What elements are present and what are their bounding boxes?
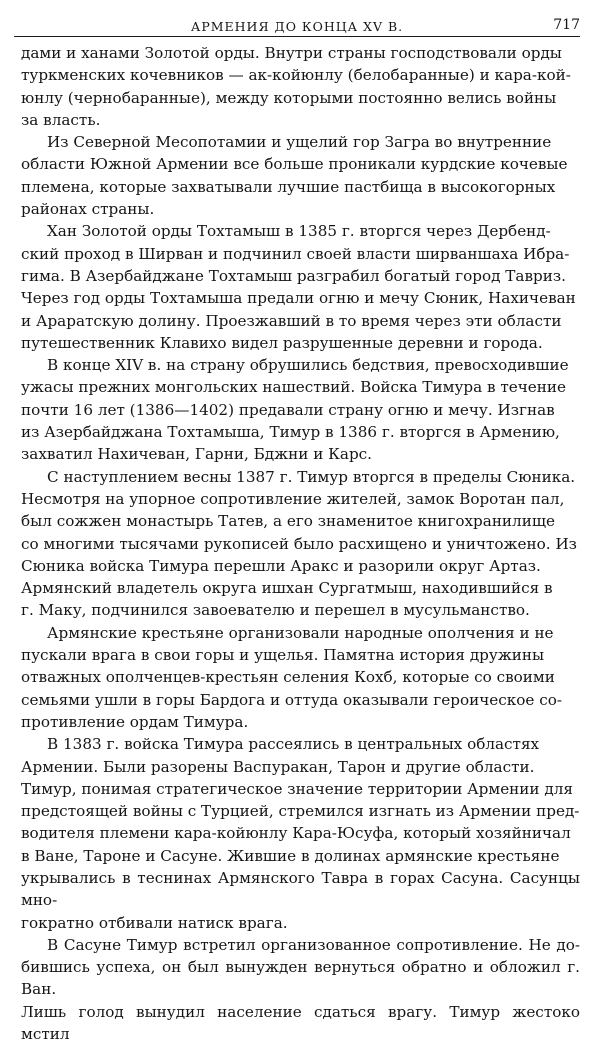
running-title: АРМЕНИЯ ДО КОНЦА XV В. — [190, 19, 404, 34]
paragraph-8: В Сасуне Тимур встретил организованное сопротивление. Не до- бившись успеха, он был вынужден вернуться обратно и обложил г. Ван. Лишь голод вынудил население сдаться врагу. Тимур жестоко мстил — [21, 935, 580, 1044]
page-number: 717 — [553, 17, 580, 33]
paragraph-1: дами и ханами Золотой орды. Внутри страны господствовали орды туркменских кочевников — ак-койюнлу (белобаранные) и кара-кой- юнлу (чернобаранные), между которыми постоянно велись войны за власть. — [21, 44, 571, 129]
paragraph-6: Армянские крестьяне организовали народные ополчения и не пускали врага в свои горы и ущелья. Памятна история дружины отважных ополченцев-крестьян селения Кохб, которые со своими семьями ушли в горы Бардога и оттуда оказывали героическое со- противление ордам Тимура. — [21, 623, 562, 731]
book-page — [14, 10, 580, 1045]
running-header — [14, 10, 580, 37]
paragraph-3: Хан Золотой орды Тохтамыш в 1385 г. вторгся через Дербенд- ский проход в Ширван и подчинил своей власти ширваншаха Ибра- гима. В Азербайджане Тохтамыш разграбил богатый город Тавриз. Через год орды Тохтамыша предали огню и мечу Сюник, Нахичеван и Араратскую долину. Проезжавший в то время через эти области путешественник Клавихо видел разрушенные деревни и города. — [21, 222, 576, 352]
paragraph-4: В конце XIV в. на страну обрушились бедствия, превосходившие ужасы прежних монгольских нашествий. Войска Тимура в течение почти 16 лет (1386—1402) предавали страну огню и мечу. Изгнав из Азербайджана Тохтамыша, Тимур в 1386 г. вторгся в Армению, захватил Нахичеван, Гарни, Бджни и Карс. — [21, 356, 569, 464]
paragraph-2: Из Северной Месопотамии и ущелий гор Загра во внутренние области Южной Армении все больше проникали курдские кочевые племена, которые захватывали лучшие пастбища в высокогорных районах страны. — [21, 133, 568, 219]
body-text — [14, 42, 580, 1045]
paragraph-5: С наступлением весны 1387 г. Тимур вторгся в пределы Сюника. Несмотря на упорное сопротивление жителей, замок Воротан пал, был сожжен монастырь Татев, а его знаменитое книгохранилище со многими тысячами рукописей было расхищено и уничтожено. Из Сюника войска Тимура перешли Аракс и разорили округ Артаз. Армянский владетель округа ишхан Сургатмыш, находившийся в г. Маку, подчинился завоевателю и перешел в мусульманство. — [21, 467, 577, 620]
paragraph-7: В 1383 г. войска Тимура рассеялись в центральных областях Армении. Были разорены Васпуракан, Тарон и другие области. Тимур, понимая стратегическое значение территории Армении для предстоящей войны с Турцией, стремился изгнать из Армении пред- водителя племени кара-койюнлу Кара-Юсуфа, который хозяйничал в Ване, Тароне и Сасуне. Жившие в долинах армянские крестьяне укрывались в теснинах Армянского Тавра в горах Сасуна. Сасунцы мно- гократно отбивали натиск врага. — [21, 735, 580, 932]
